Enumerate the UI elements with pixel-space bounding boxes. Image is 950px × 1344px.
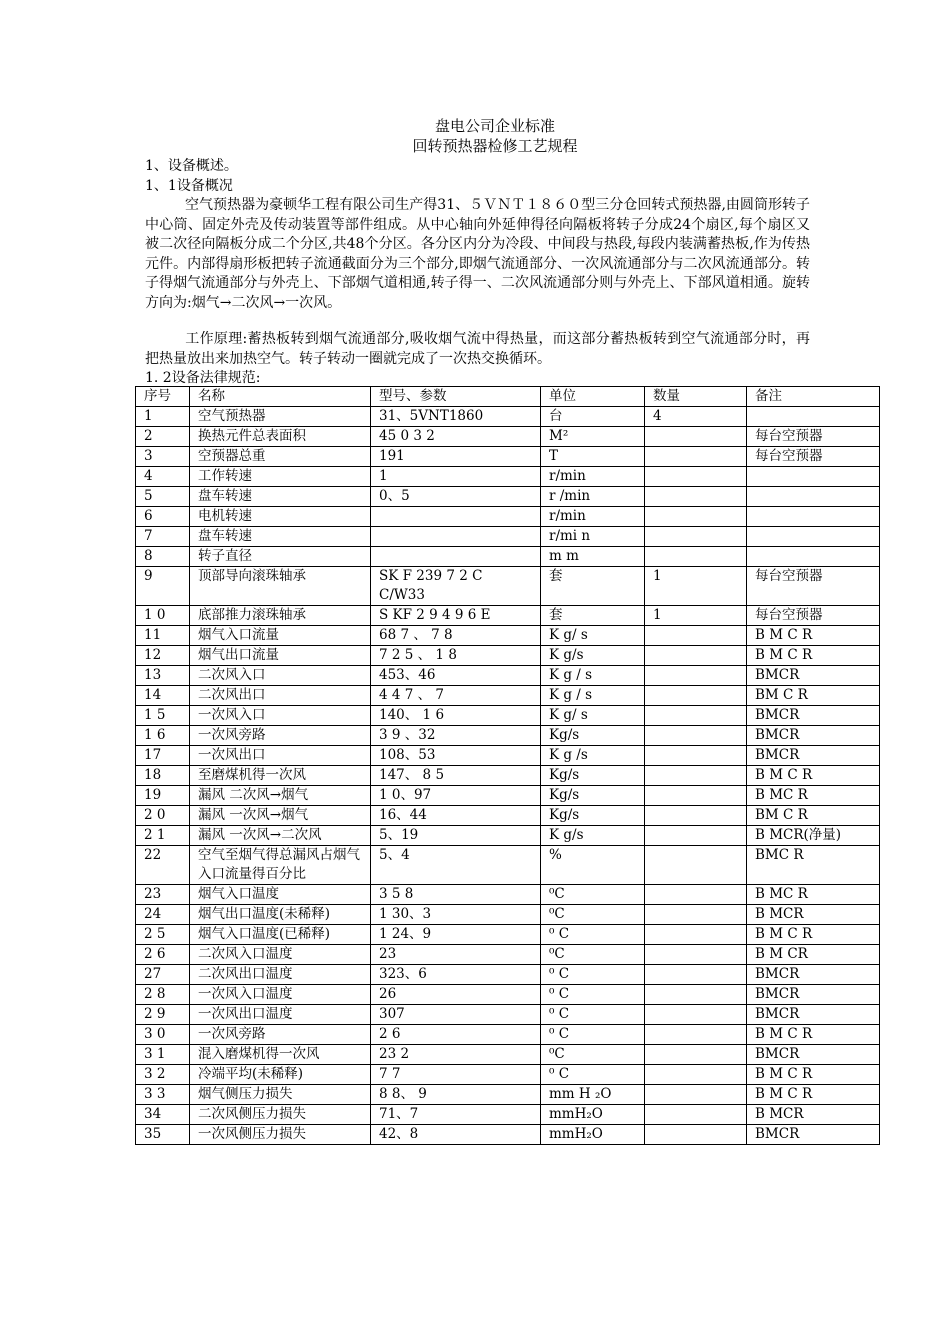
table-row (136, 626, 880, 646)
cell-model: 147、 8 5 (371, 766, 541, 786)
cell-index: 4 (136, 467, 190, 487)
cell-unit: r/min (541, 507, 645, 527)
cell-remark: B MC R (747, 786, 880, 806)
cell-model: 31、5VNT1860 (371, 407, 541, 427)
cell-index: 1 0 (136, 606, 190, 626)
cell-name: 一次风侧压力损失 (190, 1125, 371, 1145)
cell-quantity (645, 826, 747, 846)
table-row (136, 686, 880, 706)
cell-quantity (645, 527, 747, 547)
cell-remark: BMC R (747, 846, 880, 885)
cell-quantity (645, 746, 747, 766)
cell-quantity (645, 666, 747, 686)
cell-index: 3 (136, 447, 190, 467)
cell-remark: B M C R (747, 1065, 880, 1085)
table-row (136, 1065, 880, 1085)
header-unit: 单位 (541, 387, 645, 407)
cell-index: 19 (136, 786, 190, 806)
cell-name: 烟气侧压力损失 (190, 1085, 371, 1105)
cell-quantity (645, 885, 747, 905)
cell-remark: BMCR (747, 965, 880, 985)
cell-model: 45 0 3 2 (371, 427, 541, 447)
cell-name: 底部推力滚珠轴承 (190, 606, 371, 626)
cell-remark: B M CR (747, 945, 880, 965)
cell-name: 一次风出口 (190, 746, 371, 766)
table-row (136, 925, 880, 945)
cell-index: 14 (136, 686, 190, 706)
cell-quantity (645, 447, 747, 467)
cell-index: 2 0 (136, 806, 190, 826)
table-row (136, 746, 880, 766)
section-1-heading: 1、设备概述。 (145, 158, 238, 174)
table-row (136, 1005, 880, 1025)
cell-remark: 每台空预器 (747, 427, 880, 447)
cell-name: 一次风旁路 (190, 1025, 371, 1045)
cell-model: 26 (371, 985, 541, 1005)
table-row (136, 567, 880, 606)
cell-unit: ⁰ C (541, 1025, 645, 1045)
cell-unit: K g/ s (541, 706, 645, 726)
cell-model: 4 4 7 、 7 (371, 686, 541, 706)
cell-index: 1 5 (136, 706, 190, 726)
cell-model: 1 (371, 467, 541, 487)
cell-remark: B M C R (747, 925, 880, 945)
cell-model: 23 2 (371, 1045, 541, 1065)
cell-name: 冷端平均(未稀释) (190, 1065, 371, 1085)
cell-unit: K g / s (541, 666, 645, 686)
cell-remark: B MCR (747, 905, 880, 925)
cell-model: 2 6 (371, 1025, 541, 1045)
cell-unit: M² (541, 427, 645, 447)
cell-name: 漏风 一次风→二次风 (190, 826, 371, 846)
cell-quantity (645, 547, 747, 567)
cell-remark: 每台空预器 (747, 447, 880, 467)
cell-unit: 套 (541, 567, 645, 606)
cell-name: 一次风出口温度 (190, 1005, 371, 1025)
cell-remark: BMCR (747, 666, 880, 686)
cell-remark: B M C R (747, 1025, 880, 1045)
cell-model: 42、8 (371, 1125, 541, 1145)
cell-remark: B M C R (747, 1085, 880, 1105)
cell-quantity (645, 467, 747, 487)
cell-model: 5、19 (371, 826, 541, 846)
cell-quantity (645, 965, 747, 985)
header-name: 名称 (190, 387, 371, 407)
cell-index: 13 (136, 666, 190, 686)
cell-remark: BMCR (747, 746, 880, 766)
table-row (136, 806, 880, 826)
cell-remark (747, 507, 880, 527)
cell-remark: BM C R (747, 686, 880, 706)
table-row (136, 706, 880, 726)
cell-remark (747, 467, 880, 487)
header-index: 序号 (136, 387, 190, 407)
cell-name: 二次风入口温度 (190, 945, 371, 965)
cell-quantity: 1 (645, 567, 747, 606)
table-row (136, 487, 880, 507)
table-row (136, 1105, 880, 1125)
cell-unit: K g / s (541, 686, 645, 706)
cell-model (371, 547, 541, 567)
cell-model: 3 5 8 (371, 885, 541, 905)
cell-name: 空气预热器 (190, 407, 371, 427)
cell-model: 7 7 (371, 1065, 541, 1085)
cell-model: 307 (371, 1005, 541, 1025)
cell-unit: Kg/s (541, 766, 645, 786)
cell-quantity (645, 766, 747, 786)
cell-model: SK F 239 7 2 C C/W33 (371, 567, 541, 606)
cell-model: 23 (371, 945, 541, 965)
cell-unit: K g /s (541, 746, 645, 766)
cell-remark: BM C R (747, 806, 880, 826)
table-row (136, 766, 880, 786)
cell-remark: B MC R (747, 885, 880, 905)
cell-index: 27 (136, 965, 190, 985)
table-row (136, 965, 880, 985)
cell-name: 一次风入口温度 (190, 985, 371, 1005)
cell-index: 35 (136, 1125, 190, 1145)
cell-quantity (645, 1025, 747, 1045)
table-row (136, 1125, 880, 1145)
table-header-row (136, 387, 880, 407)
cell-model: 8 8、 9 (371, 1085, 541, 1105)
cell-index: 12 (136, 646, 190, 666)
cell-remark: BMCR (747, 1125, 880, 1145)
cell-model: 453、46 (371, 666, 541, 686)
cell-index: 23 (136, 885, 190, 905)
cell-index: 8 (136, 547, 190, 567)
cell-index: 2 6 (136, 945, 190, 965)
table-row (136, 507, 880, 527)
cell-unit: r/min (541, 467, 645, 487)
company-standard-title: 盘电公司企业标准 (434, 117, 555, 135)
cell-remark: B M C R (747, 626, 880, 646)
cell-name: 二次风侧压力损失 (190, 1105, 371, 1125)
cell-unit: mm H ₂O (541, 1085, 645, 1105)
cell-remark (747, 527, 880, 547)
cell-remark: BMCR (747, 1005, 880, 1025)
cell-index: 2 1 (136, 826, 190, 846)
working-principle-paragraph (145, 330, 810, 369)
cell-name: 烟气入口流量 (190, 626, 371, 646)
cell-unit: mmH₂O (541, 1125, 645, 1145)
header-quantity: 数量 (645, 387, 747, 407)
cell-name: 烟气入口温度(已稀释) (190, 925, 371, 945)
cell-index: 34 (136, 1105, 190, 1125)
cell-name: 混入磨煤机得一次风 (190, 1045, 371, 1065)
cell-model: 140、 1 6 (371, 706, 541, 726)
working-principle-text: 工作原理:蓄热板转到烟气流通部分,吸收烟气流中得热量，而这部分蓄热板转到空气流通部分时，再把热量放出来加热空气。转子转动一圈就完成了一次热交换循环。 (145, 331, 810, 367)
section-1-2-heading: 1. 2设备法律规范: (145, 370, 261, 386)
equipment-spec-table (135, 386, 880, 1145)
cell-unit: ⁰C (541, 1045, 645, 1065)
cell-index: 6 (136, 507, 190, 527)
cell-unit: ⁰C (541, 945, 645, 965)
table-row (136, 1025, 880, 1045)
table-row (136, 447, 880, 467)
table-row (136, 646, 880, 666)
cell-index: 2 (136, 427, 190, 447)
cell-remark: BMCR (747, 706, 880, 726)
cell-name: 二次风入口 (190, 666, 371, 686)
cell-quantity: 1 (645, 606, 747, 626)
cell-name: 换热元件总表面积 (190, 427, 371, 447)
cell-quantity (645, 806, 747, 826)
cell-unit: Kg/s (541, 806, 645, 826)
table-row (136, 945, 880, 965)
cell-name: 漏风 一次风→烟气 (190, 806, 371, 826)
table-row (136, 885, 880, 905)
cell-quantity (645, 945, 747, 965)
cell-name: 至磨煤机得一次风 (190, 766, 371, 786)
table-body (136, 407, 880, 1145)
cell-remark: B MCR (747, 1105, 880, 1125)
cell-model: 323、6 (371, 965, 541, 985)
table-row (136, 985, 880, 1005)
cell-model (371, 507, 541, 527)
cell-model: 108、53 (371, 746, 541, 766)
cell-unit: ⁰ C (541, 965, 645, 985)
cell-remark: B M C R (747, 646, 880, 666)
cell-model: 1 24、9 (371, 925, 541, 945)
equipment-description-text: 空气预热器为豪顿华工程有限公司生产得31、５ＶＮＴ１８６０型三分仓回转式预热器,由圆筒形转子中心筒、固定外壳及传动装置等部件组成。从中心轴向外延伸得径向隔板将转子分成24个扇区,每个扇区又被二次径向隔板分成二个分区,共48个分区。各分区内分为冷段、中间段与热段,每段内装满蓄热板,作为传热元件。内部得扇形板把转子流通截面分为三个部分,即烟气流通部分、一次风流通部分与二次风流通部分。转子得烟气流通部分与外壳上、下部烟气道相通,转子得一、二次风流通部分则与外壳上、下部风道相通。旋转方向为:烟气→二次风→一次风。 (145, 197, 810, 311)
cell-unit: 套 (541, 606, 645, 626)
cell-remark: BMCR (747, 985, 880, 1005)
cell-index: 3 3 (136, 1085, 190, 1105)
cell-unit: 台 (541, 407, 645, 427)
cell-name: 空预器总重 (190, 447, 371, 467)
cell-remark (747, 487, 880, 507)
cell-quantity (645, 427, 747, 447)
cell-name: 盘车转速 (190, 487, 371, 507)
cell-model: 191 (371, 447, 541, 467)
cell-index: 1 6 (136, 726, 190, 746)
cell-index: 2 9 (136, 1005, 190, 1025)
cell-quantity (645, 487, 747, 507)
cell-index: 5 (136, 487, 190, 507)
cell-model: 7 2 5 、 1 8 (371, 646, 541, 666)
cell-model: S KF 2 9 4 9 6 E (371, 606, 541, 626)
cell-quantity (645, 846, 747, 885)
cell-name: 一次风旁路 (190, 726, 371, 746)
cell-name: 二次风出口温度 (190, 965, 371, 985)
cell-unit: ⁰ C (541, 1005, 645, 1025)
cell-unit: ⁰C (541, 885, 645, 905)
cell-quantity (645, 1045, 747, 1065)
cell-name: 转子直径 (190, 547, 371, 567)
cell-index: 24 (136, 905, 190, 925)
cell-index: 9 (136, 567, 190, 606)
cell-index: 3 1 (136, 1045, 190, 1065)
cell-index: 22 (136, 846, 190, 885)
cell-name: 烟气出口温度(未稀释) (190, 905, 371, 925)
cell-name: 二次风出口 (190, 686, 371, 706)
cell-quantity (645, 1085, 747, 1105)
cell-model: 1 30、3 (371, 905, 541, 925)
cell-remark: 每台空预器 (747, 606, 880, 626)
table-row (136, 606, 880, 626)
cell-name: 工作转速 (190, 467, 371, 487)
cell-quantity (645, 507, 747, 527)
cell-quantity (645, 706, 747, 726)
cell-remark (747, 547, 880, 567)
table-row (136, 467, 880, 487)
cell-quantity: 4 (645, 407, 747, 427)
cell-quantity (645, 1065, 747, 1085)
cell-remark: 每台空预器 (747, 567, 880, 606)
cell-quantity (645, 905, 747, 925)
cell-model: 68 7 、 7 8 (371, 626, 541, 646)
cell-unit: ⁰ C (541, 985, 645, 1005)
cell-unit: % (541, 846, 645, 885)
cell-model: 0、5 (371, 487, 541, 507)
cell-quantity (645, 1005, 747, 1025)
cell-unit: ⁰C (541, 905, 645, 925)
cell-model: 16、44 (371, 806, 541, 826)
cell-unit: r /min (541, 487, 645, 507)
cell-quantity (645, 1105, 747, 1125)
cell-model: 3 9 、32 (371, 726, 541, 746)
cell-name: 烟气出口流量 (190, 646, 371, 666)
cell-quantity (645, 686, 747, 706)
table-row (136, 726, 880, 746)
cell-quantity (645, 1125, 747, 1145)
cell-index: 2 5 (136, 925, 190, 945)
cell-unit: K g/ s (541, 626, 645, 646)
cell-unit: m m (541, 547, 645, 567)
cell-index: 2 8 (136, 985, 190, 1005)
section-1-1-heading: 1、1设备概况 (145, 178, 233, 194)
cell-index: 7 (136, 527, 190, 547)
table-row (136, 826, 880, 846)
cell-model: 1 0、97 (371, 786, 541, 806)
cell-name: 顶部导向滚珠轴承 (190, 567, 371, 606)
cell-index: 3 2 (136, 1065, 190, 1085)
cell-quantity (645, 726, 747, 746)
cell-quantity (645, 786, 747, 806)
cell-remark: B MCR(净量) (747, 826, 880, 846)
cell-unit: Kg/s (541, 786, 645, 806)
cell-remark: BMCR (747, 1045, 880, 1065)
cell-index: 1 (136, 407, 190, 427)
cell-remark: BMCR (747, 726, 880, 746)
cell-model (371, 527, 541, 547)
cell-quantity (645, 626, 747, 646)
cell-unit: Kg/s (541, 726, 645, 746)
cell-quantity (645, 925, 747, 945)
cell-remark: B M C R (747, 766, 880, 786)
table-row (136, 846, 880, 885)
cell-index: 17 (136, 746, 190, 766)
cell-unit: T (541, 447, 645, 467)
cell-name: 烟气入口温度 (190, 885, 371, 905)
cell-unit: ⁰ C (541, 925, 645, 945)
cell-name: 盘车转速 (190, 527, 371, 547)
cell-index: 11 (136, 626, 190, 646)
table-row (136, 1085, 880, 1105)
table-row (136, 547, 880, 567)
procedure-title: 回转预热器检修工艺规程 (412, 137, 578, 155)
table-row (136, 786, 880, 806)
cell-quantity (645, 646, 747, 666)
cell-quantity (645, 985, 747, 1005)
cell-index: 18 (136, 766, 190, 786)
cell-unit: ⁰ C (541, 1065, 645, 1085)
cell-unit: r/mi n (541, 527, 645, 547)
table-row (136, 666, 880, 686)
cell-index: 3 0 (136, 1025, 190, 1045)
cell-model: 5、4 (371, 846, 541, 885)
cell-remark (747, 407, 880, 427)
equipment-description-paragraph (145, 196, 810, 313)
cell-name: 电机转速 (190, 507, 371, 527)
table-row (136, 527, 880, 547)
cell-unit: mmH₂O (541, 1105, 645, 1125)
table-row (136, 905, 880, 925)
cell-name: 空气至烟气得总漏风占烟气入口流量得百分比 (190, 846, 371, 885)
cell-unit: K g/s (541, 646, 645, 666)
table-row (136, 1045, 880, 1065)
cell-model: 71、7 (371, 1105, 541, 1125)
cell-name: 漏风 二次风→烟气 (190, 786, 371, 806)
cell-name: 一次风入口 (190, 706, 371, 726)
header-remark: 备注 (747, 387, 880, 407)
table-row (136, 427, 880, 447)
header-model: 型号、参数 (371, 387, 541, 407)
table-row (136, 407, 880, 427)
cell-unit: K g/s (541, 826, 645, 846)
